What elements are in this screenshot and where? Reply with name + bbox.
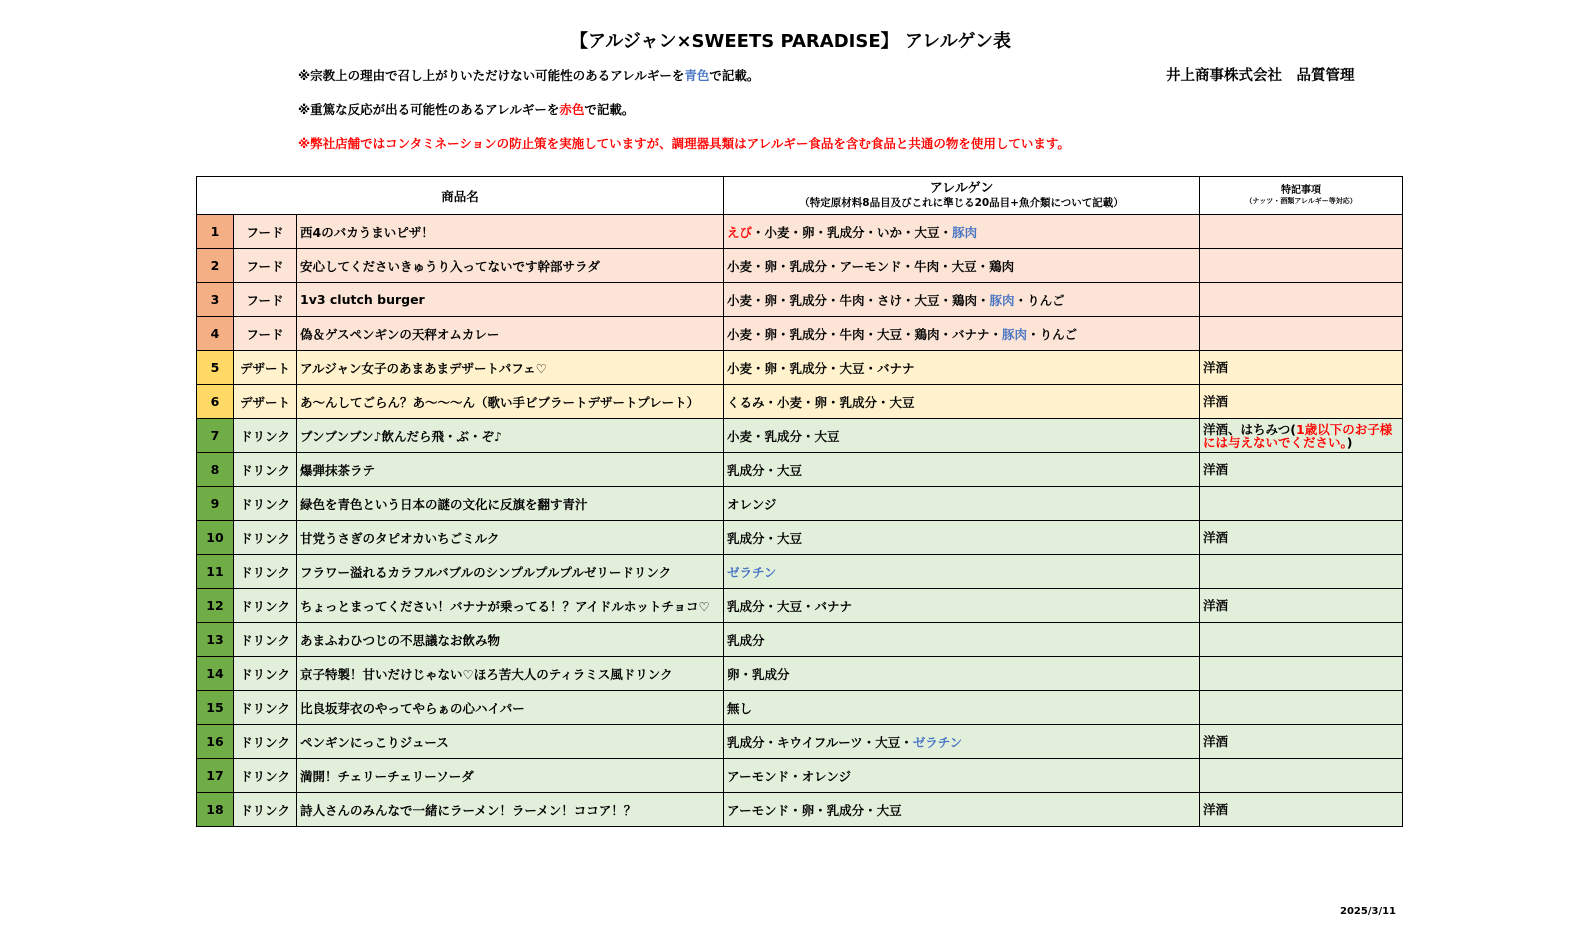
- allergen-list: [724, 215, 1200, 249]
- allergen-text: 小麦・卵・乳成分・大豆・バナナ: [727, 360, 915, 376]
- row-number: 16: [197, 725, 234, 759]
- red-allergen-text: えび: [727, 224, 753, 240]
- note-severe-highlight: 赤色: [559, 102, 585, 117]
- allergen-list: [724, 385, 1200, 419]
- product-name: ちょっとまってください！バナナが乗ってる！？アイドルホットチョコ♡: [297, 589, 724, 623]
- allergen-list: [724, 249, 1200, 283]
- special-notes: [1200, 555, 1403, 589]
- special-notes: [1200, 351, 1403, 385]
- note-severe-suffix: で記載。: [584, 102, 635, 117]
- row-number: 10: [197, 521, 234, 555]
- row-number: 1: [197, 215, 234, 249]
- special-notes: [1200, 725, 1403, 759]
- row-number: 11: [197, 555, 234, 589]
- table-row: [197, 589, 1403, 623]
- allergen-list: [724, 657, 1200, 691]
- row-number: 6: [197, 385, 234, 419]
- product-name: 緑色を青色という日本の謎の文化に反旗を翻す青汁: [297, 487, 724, 521]
- allergen-list: [724, 589, 1200, 623]
- row-category: ドリンク: [234, 419, 297, 453]
- row-number: 5: [197, 351, 234, 385]
- table-row: [197, 317, 1403, 351]
- allergen-text: ・りんご: [1014, 292, 1065, 308]
- product-name: 偽＆ゲスペンギンの天秤オムカレー: [297, 317, 724, 351]
- header-allergen: [724, 177, 1200, 215]
- product-name: 京子特製！甘いだけじゃない♡ほろ苦大人のティラミス風ドリンク: [297, 657, 724, 691]
- header-special-title: 特記事項: [1281, 184, 1322, 196]
- row-category: ドリンク: [234, 589, 297, 623]
- product-name: あ～んしてごらん？あ～～～ん（歌い手ビブラートデザートプレート）: [297, 385, 724, 419]
- header-special-subtitle: （ナッツ・酒類アレルギー等対応）: [1245, 196, 1357, 205]
- row-category: ドリンク: [234, 487, 297, 521]
- allergen-table: [196, 176, 1403, 827]
- row-category: デザート: [234, 385, 297, 419]
- allergen-text: 小麦・卵・乳成分・牛肉・大豆・鶏肉・バナナ・: [727, 326, 1003, 342]
- special-notes: [1200, 793, 1403, 827]
- row-category: ドリンク: [234, 759, 297, 793]
- blue-allergen-text: ゼラチン: [727, 564, 777, 580]
- special-notes: [1200, 691, 1403, 725]
- row-category: フード: [234, 283, 297, 317]
- row-number: 4: [197, 317, 234, 351]
- allergen-text: アーモンド・オレンジ: [727, 768, 852, 784]
- allergen-text: 洋酒: [1203, 360, 1229, 375]
- allergen-text: 洋酒: [1203, 734, 1229, 749]
- row-category: ドリンク: [234, 623, 297, 657]
- allergen-list: [724, 691, 1200, 725]
- table-row: [197, 487, 1403, 521]
- allergen-text: 乳成分・大豆・バナナ: [727, 598, 853, 614]
- note-religious-highlight: 青色: [684, 68, 710, 83]
- allergen-text: 卵・乳成分: [727, 666, 790, 682]
- table-row: [197, 249, 1403, 283]
- table-row: [197, 215, 1403, 249]
- note-severe-prefix: ※重篤な反応が出る可能性のあるアレルギーを: [298, 102, 560, 117]
- allergen-text: 洋酒、はちみつ(: [1203, 421, 1296, 437]
- row-number: 9: [197, 487, 234, 521]
- table-row: [197, 691, 1403, 725]
- product-name: 爆弾抹茶ラテ: [297, 453, 724, 487]
- row-category: ドリンク: [234, 521, 297, 555]
- allergen-text: ・小麦・卵・乳成分・いか・大豆・: [752, 224, 953, 240]
- header-allergen-title: アレルゲン: [929, 180, 994, 196]
- special-notes: [1200, 657, 1403, 691]
- row-category: ドリンク: [234, 657, 297, 691]
- product-name: 満開！チェリーチェリーソーダ: [297, 759, 724, 793]
- blue-allergen-text: 豚肉: [989, 292, 1015, 308]
- product-name: ペンギンにっこりジュース: [297, 725, 724, 759]
- header-special-notes: [1200, 177, 1403, 215]
- allergen-list: [724, 555, 1200, 589]
- document-date: 2025/3/11: [1340, 906, 1397, 917]
- allergen-text: オレンジ: [727, 496, 777, 512]
- blue-allergen-text: 豚肉: [1002, 326, 1028, 342]
- table-row: [197, 453, 1403, 487]
- special-notes: [1200, 419, 1403, 453]
- allergen-list: [724, 351, 1200, 385]
- table-row: [197, 419, 1403, 453]
- product-name: 1v3 clutch burger: [297, 283, 724, 317]
- table-body: [197, 215, 1403, 827]
- allergen-text: 無し: [727, 700, 753, 716]
- table-header-row: [197, 177, 1403, 215]
- special-notes: [1200, 589, 1403, 623]
- row-category: ドリンク: [234, 453, 297, 487]
- special-notes: [1200, 317, 1403, 351]
- table-row: [197, 283, 1403, 317]
- table-row: [197, 623, 1403, 657]
- allergen-text: 洋酒: [1203, 802, 1229, 817]
- product-name: 詩人さんのみんなで一緒にラーメン！ラーメン！ココア！？: [297, 793, 724, 827]
- header-product-name: 商品名: [197, 177, 724, 215]
- allergen-text: 乳成分・大豆: [727, 462, 803, 478]
- note-religious-suffix: で記載。: [709, 68, 760, 83]
- table-row: [197, 725, 1403, 759]
- allergen-text: 乳成分・大豆: [727, 530, 803, 546]
- row-category: フード: [234, 249, 297, 283]
- product-name: 甘党うさぎのタピオカいちごミルク: [297, 521, 724, 555]
- special-notes: [1200, 215, 1403, 249]
- product-name: ブンブンブン♪飲んだら飛・ぶ・ぞ♪: [297, 419, 724, 453]
- row-category: ドリンク: [234, 793, 297, 827]
- allergen-text: 洋酒: [1203, 394, 1229, 409]
- row-number: 17: [197, 759, 234, 793]
- special-notes: [1200, 453, 1403, 487]
- allergen-text: くるみ・小麦・卵・乳成分・大豆: [727, 394, 915, 410]
- note-religious-prefix: ※宗教上の理由で召し上がりいただけない可能性のあるアレルギーを: [298, 68, 685, 83]
- allergen-text: ・りんご: [1027, 326, 1078, 342]
- table-row: [197, 657, 1403, 691]
- special-notes: [1200, 385, 1403, 419]
- row-number: 3: [197, 283, 234, 317]
- row-number: 12: [197, 589, 234, 623]
- table-row: [197, 759, 1403, 793]
- note-severe: [298, 101, 634, 119]
- special-notes: [1200, 283, 1403, 317]
- allergen-list: [724, 725, 1200, 759]
- table-row: [197, 793, 1403, 827]
- page-title: 【アルジャン×SWEETS PARADISE】 アレルゲン表: [569, 31, 1011, 52]
- allergen-list: [724, 623, 1200, 657]
- company-name: 井上商事株式会社 品質管理: [1166, 68, 1355, 84]
- allergen-text: 洋酒: [1203, 462, 1229, 477]
- row-number: 18: [197, 793, 234, 827]
- allergen-text: 乳成分・キウイフルーツ・大豆・: [727, 734, 913, 750]
- allergen-list: [724, 793, 1200, 827]
- allergen-list: [724, 419, 1200, 453]
- product-name: 西4のバカうまいピザ！: [297, 215, 724, 249]
- red-allergen-text: には与えないでください。: [1203, 434, 1347, 450]
- allergen-text: アーモンド・卵・乳成分・大豆: [727, 802, 902, 818]
- product-name: あまふわひつじの不思議なお飲み物: [297, 623, 724, 657]
- note-religious: [298, 67, 759, 85]
- special-notes: [1200, 487, 1403, 521]
- blue-allergen-text: 豚肉: [952, 224, 978, 240]
- row-category: デザート: [234, 351, 297, 385]
- product-name: 比良坂芽衣のやってやらぁの心ハイパー: [297, 691, 724, 725]
- row-category: フード: [234, 317, 297, 351]
- row-number: 8: [197, 453, 234, 487]
- allergen-text: 小麦・卵・乳成分・牛肉・さけ・大豆・鶏肉・: [727, 292, 990, 308]
- table-row: [197, 555, 1403, 589]
- row-category: ドリンク: [234, 555, 297, 589]
- product-name: 安心してくださいきゅうり入ってないです幹部サラダ: [297, 249, 724, 283]
- table-row: [197, 385, 1403, 419]
- allergen-list: [724, 759, 1200, 793]
- header-allergen-subtitle: （特定原材料8品目及びこれに準じる20品目+魚介類について記載）: [799, 196, 1124, 209]
- note-contamination: ※弊社店舗ではコンタミネーションの防止策を実施していますが、調理器具類はアレルギー食品を含む食品と共通の物を使用しています。: [298, 136, 1070, 151]
- product-name: フラワー溢れるカラフルバブルのシンプルプルプルゼリードリンク: [297, 555, 724, 589]
- allergen-list: [724, 521, 1200, 555]
- allergen-text: 乳成分: [727, 632, 765, 648]
- row-number: 2: [197, 249, 234, 283]
- special-notes: [1200, 759, 1403, 793]
- row-number: 15: [197, 691, 234, 725]
- row-category: ドリンク: [234, 691, 297, 725]
- red-allergen-text: 1歳以下のお子様: [1296, 421, 1393, 437]
- special-notes: [1200, 249, 1403, 283]
- table-row: [197, 521, 1403, 555]
- allergen-text: 小麦・卵・乳成分・アーモンド・牛肉・大豆・鶏肉: [727, 258, 1015, 274]
- row-number: 14: [197, 657, 234, 691]
- allergen-list: [724, 453, 1200, 487]
- row-category: フード: [234, 215, 297, 249]
- allergen-text: 小麦・乳成分・大豆: [727, 428, 840, 444]
- row-number: 7: [197, 419, 234, 453]
- row-number: 13: [197, 623, 234, 657]
- table-row: [197, 351, 1403, 385]
- allergen-text: ): [1346, 434, 1353, 450]
- row-category: ドリンク: [234, 725, 297, 759]
- allergen-list: [724, 283, 1200, 317]
- allergen-list: [724, 487, 1200, 521]
- special-notes: [1200, 521, 1403, 555]
- product-name: アルジャン女子のあまあまデザートパフェ♡: [297, 351, 724, 385]
- special-notes: [1200, 623, 1403, 657]
- allergen-list: [724, 317, 1200, 351]
- allergen-text: 洋酒: [1203, 530, 1229, 545]
- allergen-text: 洋酒: [1203, 598, 1229, 613]
- blue-allergen-text: ゼラチン: [912, 734, 963, 750]
